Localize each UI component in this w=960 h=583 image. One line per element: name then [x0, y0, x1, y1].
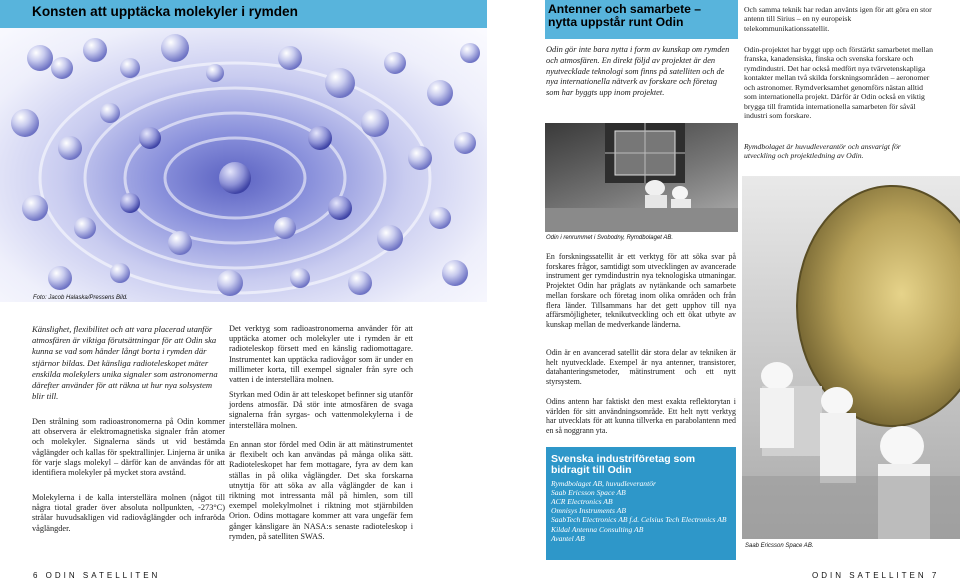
left-col2-p3: En annan stor fördel med Odin är att mätinstrumentet är flexibelt och kan användas på många olika sätt. Radioteleskopet har fem mottagare, fyra av dem kan ställas in på olika våglängder. Det ska forskarna utnyttja för att söka av alla våglängder de kan i riktning mot intressanta mål på himlen, som till exempel molekylmolnet i riktning mot stjärnbilden Orion. Odins mottagare kommer att vara ungefär fem gånger känsligare än NASA:s senaste radioteleskop i rymden, på satelliten SWAS. — [229, 440, 413, 541]
mid-p3: Odins antenn har faktiskt den mest exakta reflektorytan i världen för sitt användningsområde. Ett helt nytt verktyg har utvecklats för att kunna tillverka en parabolantenn med en så noggrann yta. — [546, 397, 736, 436]
industry-item: Kildal Antenna Consulting AB — [551, 524, 644, 534]
rymdbolaget-note: Rymdbolaget är huvudleverantör och ansvarigt för utveckling och projektledning av Odin. — [744, 142, 901, 161]
left-page-title: Konsten att upptäcka molekyler i rymden — [32, 4, 298, 19]
industry-item: ACR Electronics AB — [551, 497, 613, 507]
collab-text: Odin-projektet har byggt upp och förstärkt samarbetet mellan franska, kanadensiska, finska och svenska forskare och rymdindustri. Det har också medfört nya tvärvetenskapliga kontakter mellan två skilda forskningsområden – aeronomer och astronomer. Rymdverksamhet genomförs nästan alltid som internationella projekt. Därför är Odin också en viktig brygga till framtida internationella samarbeten för såväl industri som forskare. — [744, 45, 933, 121]
right-page-title: Antenner och samarbete – nytta uppstår runt Odin — [548, 2, 702, 30]
molecules-illustration — [0, 28, 487, 302]
antenna-photo-svg — [742, 176, 960, 539]
industry-item: Omnisys Instruments AB — [551, 506, 626, 516]
left-col2-p1: Det verktyg som radioastronomerna använder för att upptäcka atomer och molekyler ute i rymden är ett radioteleskop försett med en känslig radiomottagare. Instrumentet kan upptäcka radiovågor som är under en millimeter korta, till exempel signaler från syre och vatten i de interstellära molnen. — [229, 324, 413, 385]
industry-item: Saab Ericsson Space AB — [551, 488, 626, 498]
industry-box — [546, 447, 736, 560]
top-right-text: Och samma teknik har redan använts igen för att göra en stor antenn till Sirius – en ny europeisk telekommunikationssatellit. — [744, 5, 932, 33]
cleanroom-caption: Odin i renrummet i Svobodny, Rymdbolaget AB. — [546, 235, 674, 241]
mid-p2: Odin är en avancerad satellit där stora delar av tekniken är helt nyutvecklade. Exempel är nya antenner, transistorer, datahanteringsmetoder, mätinstrument och ett nytt styrsystem. — [546, 348, 736, 387]
molecules-svg — [0, 28, 487, 302]
industry-item: SaabTech Electronics AB f.d. Celsius Tech Electronics AB — [551, 515, 727, 525]
antenna-caption: Saab Ericsson Space AB. — [745, 543, 814, 549]
industry-box-title: Svenska industriföretag som bidragit till Odin — [551, 453, 696, 477]
photo-credit: Foto: Jacob Halaska/Pressens Bild. — [33, 295, 128, 301]
antenna-photo — [742, 176, 960, 539]
cleanroom-photo-svg — [545, 123, 738, 232]
right-intro: Odin gör inte bara nytta i form av kunskap om rymden och atmosfären. En direkt följd av projektet är den nyutvecklade teknologi som finns på satelliten och de nya internationella nätverk av forskare och företag som har byggts upp inom projektet. — [546, 45, 730, 97]
industry-item: Rymdbolaget AB, huvudleverantör — [551, 479, 656, 489]
industry-list — [546, 479, 736, 543]
mid-p1: En forskningssatellit är ett verktyg för att söka svar på forskares frågor, samtidigt som utvecklingen av avancerade instrument ger rymdindustrin nya teknologiska utmaningar. Projektet Odin har präglats av nytänkande och samarbete mellan forskare och företag inom olika områden och från flera länder. Tillsammans har det gett upphov till nya affärsmöjligheter, teknikutveckling och ett ökat utbyte av kunskap mellan de medverkande länderna. — [546, 252, 736, 330]
left-col1-p2: Molekylerna i de kalla interstellära molnen (något till några tiotal grader över absoluta nollpunkten, -273°C) strålar huvudsakligen vid radiovåglängder och infraröda våglängder. — [32, 493, 225, 533]
left-intro: Känslighet, flexibilitet och att vara placerad utanför atmosfären är viktiga förutsättningar för att Odin ska kunna se vad som händer långt borta i rymden där stjärnor bildas. Det känsliga radioteleskopet mäter enskilda molekylers unika signaler som astronomerna därefter använder för att räkna ut hur nya solsystem blir till. — [32, 324, 218, 402]
left-footer: 6 ODIN SATELLITEN — [33, 571, 161, 580]
cleanroom-photo — [545, 123, 738, 232]
left-col2-p2: Styrkan med Odin är att teleskopet befinner sig utanför jordens atmosfär. Då stör inte atmosfären de svaga signalerna från syrgas- och vattenmolekylerna i de interstellära molnen. — [229, 390, 413, 430]
left-col1-p1: Den strålning som radioastronomerna på Odin kommer att observera är elektromagnetiska signaler från atomer och molekyler. Signalerna sänds ut vid bestämda våglängder och kallas för spektrallinjer. Linjerna är unika för varje slags molekyl – därför kan de användas för att identifiera molekyler på mycket stora avstånd. — [32, 417, 225, 478]
right-footer: ODIN SATELLITEN 7 — [812, 571, 940, 580]
industry-item: Avantel AB — [551, 533, 585, 543]
